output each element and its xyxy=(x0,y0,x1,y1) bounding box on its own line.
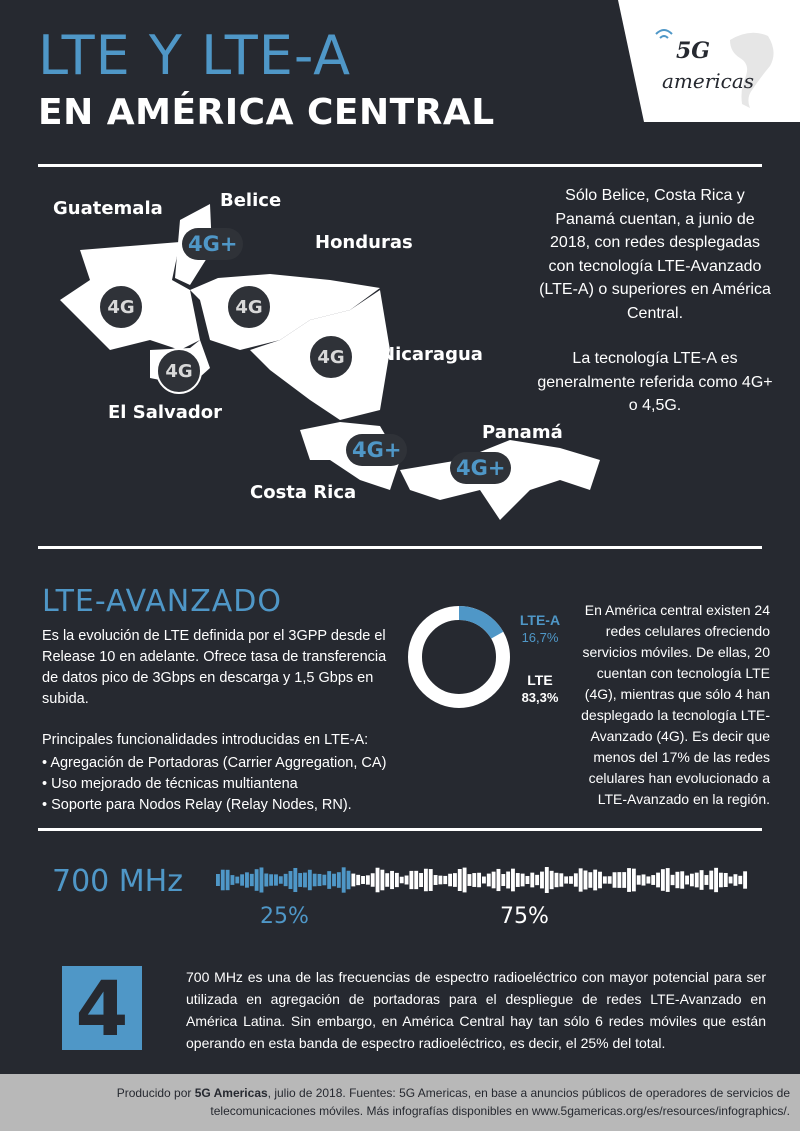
wave-bar xyxy=(221,870,225,891)
wave-bar xyxy=(376,868,380,893)
wave-bar xyxy=(298,873,302,887)
country-label-honduras: Honduras xyxy=(315,232,413,253)
legend-lte-a: LTE-A xyxy=(519,612,561,628)
wave-bar xyxy=(613,872,617,887)
wave-bar xyxy=(632,869,636,892)
title-line2: EN AMÉRICA CENTRAL xyxy=(38,92,495,133)
country-label-belice: Belice xyxy=(220,190,282,211)
legend-lte-a-value: 16,7% xyxy=(521,630,559,645)
wave-bar xyxy=(231,875,235,885)
divider xyxy=(38,546,762,549)
wave-bar xyxy=(250,874,254,886)
wave-bar xyxy=(695,873,699,888)
wave-bar xyxy=(733,874,737,886)
tech-badge-el-salvador: 4G xyxy=(156,348,202,394)
wave-bar xyxy=(337,872,341,888)
wave-bar xyxy=(535,875,539,885)
wave-bar xyxy=(434,875,438,885)
wave-bar xyxy=(269,874,273,885)
feature-item: • Soporte para Nodos Relay (Relay Nodes, RN). xyxy=(42,795,402,816)
feature-item: • Agregación de Portadoras (Carrier Aggregation, CA) xyxy=(42,753,402,774)
wave-bar xyxy=(593,870,597,891)
wave-bar xyxy=(743,871,747,888)
wave-bar xyxy=(274,874,278,885)
wave-bar xyxy=(521,874,525,887)
wave-bar xyxy=(453,873,457,887)
footer-prefix: Producido por xyxy=(116,1086,195,1100)
wave-bar xyxy=(390,871,394,889)
feature-item: • Uso mejorado de técnicas multiantena xyxy=(42,774,402,795)
wave-bar xyxy=(482,877,486,884)
country-label-el-salvador: El Salvador xyxy=(108,402,223,423)
country-label-guatemala: Guatemala xyxy=(53,198,163,219)
wave-bar xyxy=(409,871,413,889)
wave-bar xyxy=(405,876,409,885)
wave-bar xyxy=(424,869,428,892)
band-share-a: 25% xyxy=(260,904,309,929)
tech-badge-panama: 4G+ xyxy=(450,452,511,484)
wave-bar xyxy=(308,870,312,890)
logo-bottom: americas xyxy=(662,69,755,93)
wave-bar xyxy=(380,870,384,891)
band-waveform xyxy=(216,852,748,908)
wave-bar xyxy=(260,867,264,892)
wave-bar xyxy=(245,872,249,887)
legend-lte-value: 83,3% xyxy=(521,690,559,705)
wave-bar xyxy=(559,873,563,886)
wave-bar xyxy=(264,874,268,887)
wave-bar xyxy=(526,876,530,884)
title-line1: LTE Y LTE-A xyxy=(38,24,352,87)
wave-bar xyxy=(704,875,708,885)
logo xyxy=(600,0,800,122)
tech-badge-guatemala: 4G xyxy=(98,284,144,330)
wave-bar xyxy=(448,874,452,887)
country-label-nicaragua: Nicaragua xyxy=(380,344,483,365)
wave-bar xyxy=(651,875,655,885)
wave-bar xyxy=(555,873,559,887)
lte-share-donut-chart xyxy=(406,604,512,710)
footer-rest: , julio de 2018. Fuentes: 5G Americas, en base a anuncios públicos de operadores de servicios de telecomunicaciones móviles. Más infografías disponibles en www.5gamericas.org/es/resources/infographics/. xyxy=(210,1086,790,1118)
wave-bar xyxy=(347,871,351,889)
wave-bar xyxy=(511,869,515,892)
footer-text xyxy=(100,1084,790,1120)
wave-bar xyxy=(327,871,331,889)
wave-bar xyxy=(467,874,471,886)
wave-bar xyxy=(322,875,326,886)
wave-bar xyxy=(356,875,360,885)
wave-bar xyxy=(497,869,501,891)
wave-bar xyxy=(216,874,220,886)
band-share-b: 75% xyxy=(500,904,549,929)
wave-bar xyxy=(608,876,612,883)
band-label: 700 MHz xyxy=(52,864,183,899)
wave-bar xyxy=(395,873,399,887)
wave-bar xyxy=(371,873,375,887)
wave-bar xyxy=(700,870,704,890)
tech-badge-honduras: 4G xyxy=(226,284,272,330)
wave-bar xyxy=(458,869,462,891)
wave-bar xyxy=(385,873,389,887)
tech-badge-nicaragua: 4G xyxy=(308,334,354,380)
wave-bar xyxy=(675,872,679,888)
big-number: 4 xyxy=(62,966,142,1050)
wave-bar xyxy=(719,873,723,888)
wave-bar xyxy=(666,868,670,892)
wave-bar xyxy=(400,877,404,884)
wave-bar xyxy=(579,868,583,891)
features-block xyxy=(42,730,402,816)
footer-org: 5G Americas xyxy=(194,1086,268,1100)
wave-bar xyxy=(540,872,544,889)
map-side-text xyxy=(535,184,775,418)
wave-bar xyxy=(545,867,549,893)
wave-bar xyxy=(414,871,418,889)
wave-bar xyxy=(729,877,733,884)
divider xyxy=(38,164,762,167)
wave-bar xyxy=(240,874,244,885)
wave-bar xyxy=(289,871,293,889)
wave-bar xyxy=(738,876,742,884)
wave-bar xyxy=(642,874,646,885)
wave-bar xyxy=(492,872,496,889)
wave-bar xyxy=(550,871,554,889)
wave-bar xyxy=(443,876,447,884)
wave-bar xyxy=(366,875,370,884)
wave-bar xyxy=(313,874,317,887)
wave-bar xyxy=(603,876,607,883)
wave-bar xyxy=(598,872,602,889)
wave-bar xyxy=(569,876,573,884)
wave-bar xyxy=(661,869,665,891)
wave-bar xyxy=(671,875,675,885)
wave-bar xyxy=(724,873,728,887)
wave-bar xyxy=(617,872,621,888)
band-text: 700 MHz es una de las frecuencias de espectro radioeléctrico con mayor potencial para ser utilizada en agregación de portadoras para el despliegue de redes LTE-Avanzado en América Latina. Sin embargo, en América Central hay tan sólo 6 redes móviles que están operando en esta banda de espectro radioeléctrico, es decir, el 25% del total. xyxy=(186,969,766,1051)
wave-bar xyxy=(530,873,534,888)
wave-bar xyxy=(351,874,355,887)
wave-bar xyxy=(463,868,467,893)
wave-bar xyxy=(284,874,288,886)
wave-bar xyxy=(429,869,433,891)
wave-bar xyxy=(709,871,713,890)
tech-badge-costa-rica: 4G+ xyxy=(346,434,407,466)
wave-bar xyxy=(588,872,592,888)
legend-lte: LTE xyxy=(527,672,553,688)
country-label-costa-rica: Costa Rica xyxy=(250,482,357,503)
wave-bar xyxy=(627,868,631,892)
networks-text: En América central existen 24 redes celulares ofreciendo servicios móviles. De ellas, 20 cuentan con tecnología LTE (4G), mientras que sólo 4 han desplegado la tecnología LTE-Avanzado (4G). Es decir que menos del 17% de las redes celulares han evolucionado a LTE-Avanzado en la región. xyxy=(581,602,770,807)
wave-bar xyxy=(685,876,689,885)
wave-bar xyxy=(656,873,660,888)
wave-bar xyxy=(516,873,520,887)
wave-bar xyxy=(564,876,568,883)
wave-bar xyxy=(255,869,259,891)
wave-bar xyxy=(680,871,684,888)
wave-bar xyxy=(419,873,423,887)
country-label-panama: Panamá xyxy=(482,422,563,443)
wave-bar xyxy=(279,876,283,883)
wave-bar xyxy=(714,868,718,892)
side-paragraph-2: La tecnología LTE-A es generalmente referida como 4G+ o 4,5G. xyxy=(537,350,773,414)
wave-bar xyxy=(690,874,694,887)
wave-bar xyxy=(235,877,239,884)
side-paragraph-1: Sólo Belice, Costa Rica y Panamá cuentan, a junio de 2018, con redes desplegadas con tecnología LTE-Avanzado (LTE-A) o superiores en América Central. xyxy=(539,187,771,322)
wave-bar xyxy=(361,876,365,884)
footer xyxy=(0,1074,800,1131)
wave-bar xyxy=(318,874,322,886)
wave-bar xyxy=(226,870,230,890)
wave-bar xyxy=(506,872,510,889)
wave-bar xyxy=(477,873,481,887)
tech-badge-belice: 4G+ xyxy=(182,228,243,260)
wave-bar xyxy=(332,874,336,887)
wave-bar xyxy=(342,867,346,892)
divider xyxy=(38,828,762,831)
wave-bar xyxy=(438,876,442,885)
wave-bar xyxy=(622,872,626,888)
wave-bar xyxy=(574,873,578,886)
wave-bar xyxy=(303,873,307,888)
features-heading: Principales funcionalidades introducidas en LTE-A: xyxy=(42,732,369,748)
wave-bar xyxy=(293,868,297,892)
wave-bar xyxy=(487,874,491,887)
logo-top: 5G xyxy=(676,38,711,64)
wave-bar xyxy=(637,875,641,884)
section-title: LTE-AVANZADO xyxy=(42,584,282,619)
wave-bar xyxy=(646,876,650,883)
wave-bar xyxy=(501,874,505,886)
wave-bar xyxy=(472,873,476,887)
lte-description: Es la evolución de LTE definida por el 3GPP desde el Release 10 en adelante. Ofrece tasa de transferencia de datos pico de 3Gbps en descarga y 1,5 Gbps en subida. xyxy=(42,628,387,707)
wave-bar xyxy=(584,871,588,890)
